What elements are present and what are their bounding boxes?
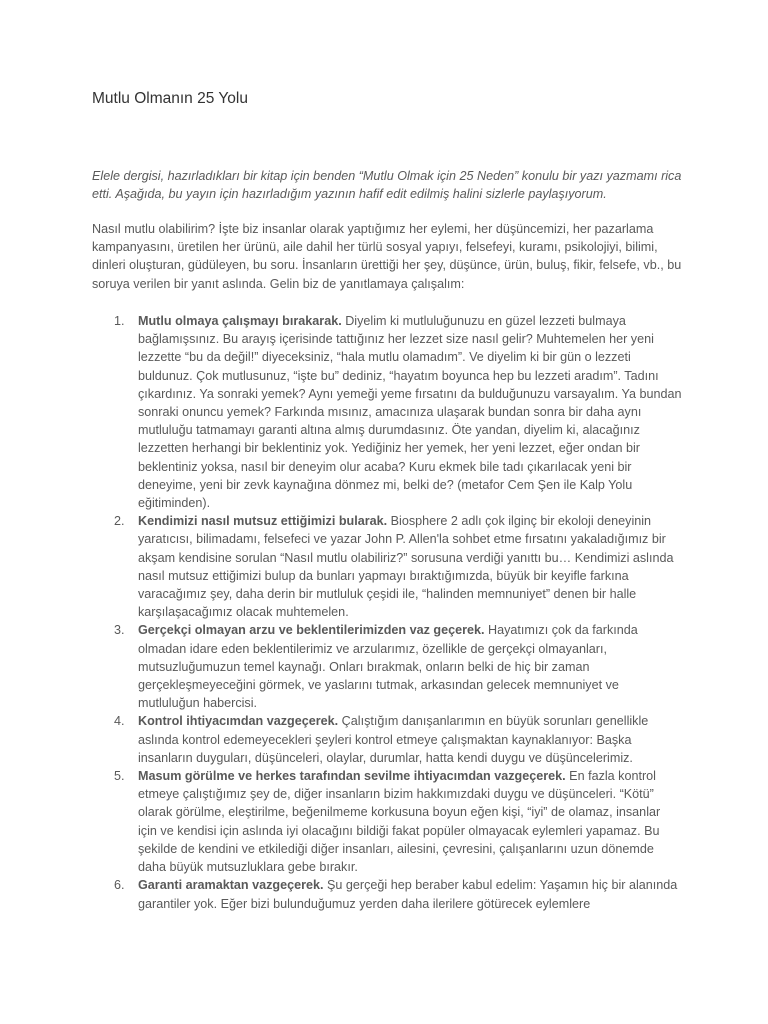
list-item-text: Biosphere 2 adlı çok ilginç bir ekoloji deneyinin yaratıcısı, bilimadamı, felsefeci ve yazar John P. Allen'la sohbet etme fırsatını yakaladığımız bir akşam kendisine sorulan “Nasıl mutlu olabiliriz?” sorusuna verdiği yanıttı bu… Kendimizi aslında nasıl mutsuz ettiğimizi bulup da bunları yapmayı bıraktığımızda, büyük bir keyifle farkına varacağımız şey, daha derin bir mutluluk çeşidi ile, “halinden memnuniyet” denen bir halle karşılaşacağımız olacak muhtemelen. [138, 514, 674, 620]
list-item [92, 512, 682, 621]
list-item-number: 5. [114, 769, 125, 784]
list-item [92, 621, 682, 712]
list-item [92, 312, 682, 512]
list-item-heading: Kendimizi nasıl mutsuz ettiğimizi bularak. [138, 514, 388, 529]
list-item-text: Hayatımızı çok da farkında olmadan idare eden beklentilerimiz ve arzularımız, özellikle de gerçekçi olmayanları, mutsuzluğumuzun temel kaynağı. Onları bırakmak, onların belki de hiç bir zaman gerçekleşmeyeceğini görmek, ve yaslarını tutmak, arkasından gelecek memnuniyet ve mutluluğun habercisi. [138, 623, 638, 711]
list-item [92, 712, 682, 767]
document-title: Mutlu Olmanın 25 Yolu [92, 90, 248, 107]
list-item-number: 6. [114, 878, 125, 893]
list-item-heading: Gerçekçi olmayan arzu ve beklentilerimizden vaz geçerek. [138, 623, 485, 638]
list-item [92, 767, 682, 876]
list-item-number: 2. [114, 514, 125, 529]
list-item-number: 3. [114, 623, 125, 638]
list-item-heading: Mutlu olmaya çalışmayı bırakarak. [138, 314, 342, 328]
body-paragraph: Nasıl mutlu olabilirim? İşte biz insanlar olarak yaptığımız her eylemi, her düşüncemizi, her pazarlama kampanyasını, üretilen her ürünü, aile dahil her türlü sosyal yapıyı, felsefeyi, kuramı, psikolojiyi, bilimi, dinleri oluşturan, güdüleyen, bu soru. İnsanların ürettiği her şey, düşünce, ürün, buluş, fikir, felsefe, vb., bu soruya verilen bir yanıt aslında. Gelin biz de yanıtlamaya çalışalım: [92, 222, 682, 291]
list-item-heading: Masum görülme ve herkes tarafından sevilme ihtiyacımdan vazgeçerek. [138, 769, 566, 784]
list-item-number: 4. [114, 714, 125, 729]
list-item [92, 876, 682, 912]
list-item-text: En fazla kontrol etmeye çalıştığımız şey de, diğer insanların bizim hakkımızdaki duygu ve düşünceleri. “Kötü” olarak görülme, eleştirilme, beğenilmeme korkusuna boyun eğen kişi, “iyi” de olamaz, insanlar için ve kendisi için aslında iyi olacağını bildiği fakat popüler olmayacak eylemleri yapamaz. Bu şekilde de kendini ve etkilediği diğer insanları, ailesini, çevresini, çalışanlarını uzun dönemde daha büyük mutsuzluklara gebe bırakır. [138, 769, 661, 875]
list-item-text: Şu gerçeği hep beraber kabul edelim: Yaşamın hiç bir alanında garantiler yok. Eğer bizi bulunduğumuz yerden daha ilerilere götürecek eylemlere [138, 878, 678, 911]
intro-paragraph: Elele dergisi, hazırladıkları bir kitap için benden “Mutlu Olmak için 25 Neden” konulu bir yazı yazmamı rica etti. Aşağıda, bu yayın için hazırladığım yazının hafif edit edilmiş halini sizlerle paylaşıyorum. [92, 169, 682, 202]
list-item-text: Çalıştığım danışanlarımın en büyük sorunları genellikle aslında kontrol edemeyecekleri şeyleri kontrol etmeye çalışmaktan kaynaklanıyor: Başka insanların duyguları, düşünceleri, olaylar, durumlar, hatta kendi duygu ve düşüncelerimiz. [138, 714, 649, 765]
reasons-list [92, 312, 682, 913]
list-item-heading: Garanti aramaktan vazgeçerek. [138, 878, 324, 893]
list-item-text: Diyelim ki mutluluğunuzu en güzel lezzeti bulmaya bağlamışsınız. Bu arayış içerisinde tattığınız her lezzet size nasıl gelir? Muhtemelen her yeni lezzette “bu da değil!” diyeceksiniz, “hala mutlu olamadım”. Ve diyelim ki bir gün o lezzeti buldunuz. Çok mutlusunuz, “işte bu” dediniz, “hayatım boyunca hep bu lezzeti aradım”. Tadını çıkardınız. Ya sonraki yemek? Aynı yemeği yeme fırsatını da bulduğunuzu varsayalım. Ya bundan sonraki onuncu yemek? Farkında mısınız, amacınıza ulaşarak bundan sonra bir daha aynı mutluluğu tatmamayı garanti altına almış durumdasınız. Öte yandan, diyelim ki, alacağınız lezzetten herhangi bir beklentiniz yok. Yediğiniz her yemek, her yeni lezzet, eğer ondan bir beklentiniz yoksa, nasıl bir deneyim olur acaba? Kuru ekmek bile tadı çıkarılacak yeni bir deneyime, yeni bir zevk kaynağına dönmez mi, belki de? (metafor Cem Şen ile Kalp Yolu eğitiminden). [138, 314, 682, 511]
list-item-heading: Kontrol ihtiyacımdan vazgeçerek. [138, 714, 339, 729]
list-item-number: 1. [114, 314, 125, 328]
